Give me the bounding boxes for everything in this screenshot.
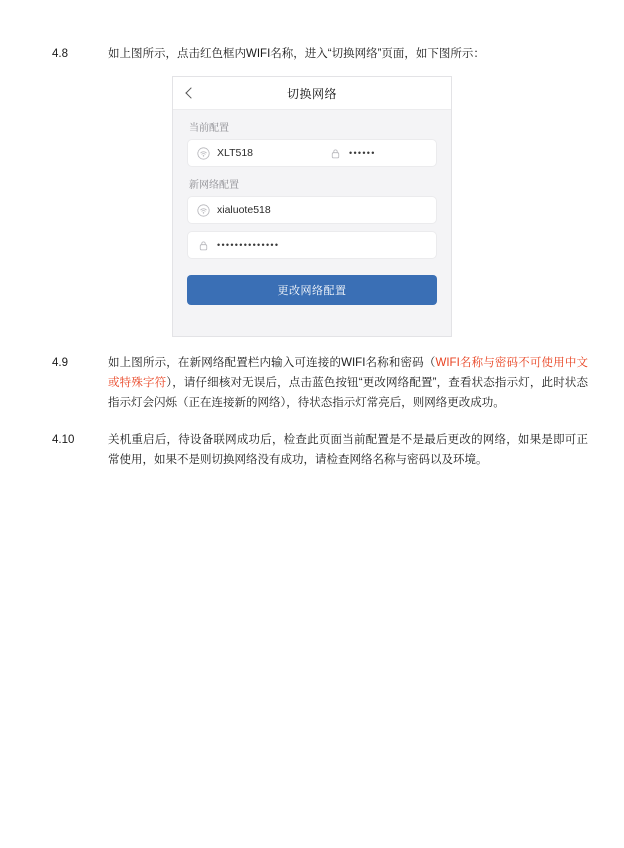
- paragraph-number: 4.9: [52, 357, 68, 369]
- wifi-icon: [197, 147, 210, 160]
- paragraph-text: [94, 353, 624, 413]
- new-wifi-row[interactable]: [187, 196, 437, 224]
- paragraph-text: 如上图所示，点击红色框内WIFI名称，进入“切换网络”页面，如下图所示：: [108, 48, 485, 60]
- current-wifi-field[interactable]: [188, 140, 320, 166]
- field-spacer: [173, 224, 451, 231]
- current-password-field[interactable]: [320, 140, 436, 166]
- lock-icon: [197, 239, 210, 252]
- phone-screenshot: [172, 76, 452, 337]
- chevron-left-icon[interactable]: [185, 88, 195, 98]
- current-password-value: ••••••: [349, 148, 376, 158]
- current-config-label: 当前配置: [189, 123, 229, 134]
- paragraph-number: 4.10: [52, 434, 75, 446]
- paragraph-text-after: ），请仔细核对无误后，点击蓝色按钮“更改网络配置”，查看状态指示灯，此时状态指示灯会闪烁（正在连接新的网络），待状态指示灯常亮后，则网络更改成功。: [108, 377, 589, 409]
- change-network-button-label: 更改网络配置: [277, 285, 347, 297]
- paragraph-number: 4.8: [52, 48, 68, 60]
- paragraph-warning-text: WIFI名称与密码不可使用中文或特殊字符: [108, 357, 588, 389]
- paragraph-text: 关机重启后，待设备联网成功后，检查此页面当前配置是不是最后更改的网络，如果是即可正常使用，如果不是则切换网络没有成功，请检查网络名称与密码以及环境。: [108, 434, 588, 466]
- new-wifi-field[interactable]: [188, 197, 436, 223]
- wifi-icon: [197, 204, 210, 217]
- new-wifi-name: xialuote518: [217, 204, 271, 216]
- new-password-row[interactable]: [187, 231, 437, 259]
- current-wifi-name: XLT518: [217, 147, 253, 159]
- new-password-value: ••••••••••••••: [217, 240, 280, 250]
- paragraph-4-10: [0, 430, 624, 470]
- paragraph-text-before: 如上图所示，在新网络配置栏内输入可连接的WIFI名称和密码（: [108, 357, 436, 369]
- paragraph-4-9: [0, 353, 624, 413]
- paragraph-4-8: [0, 44, 624, 64]
- current-config-row: [187, 139, 437, 167]
- lock-icon: [329, 147, 342, 160]
- new-password-field[interactable]: [188, 232, 436, 258]
- new-config-label: 新网络配置: [189, 180, 239, 191]
- phone-title: 切换网络: [286, 86, 337, 101]
- change-network-button[interactable]: [187, 275, 437, 305]
- phone-header: [173, 77, 451, 110]
